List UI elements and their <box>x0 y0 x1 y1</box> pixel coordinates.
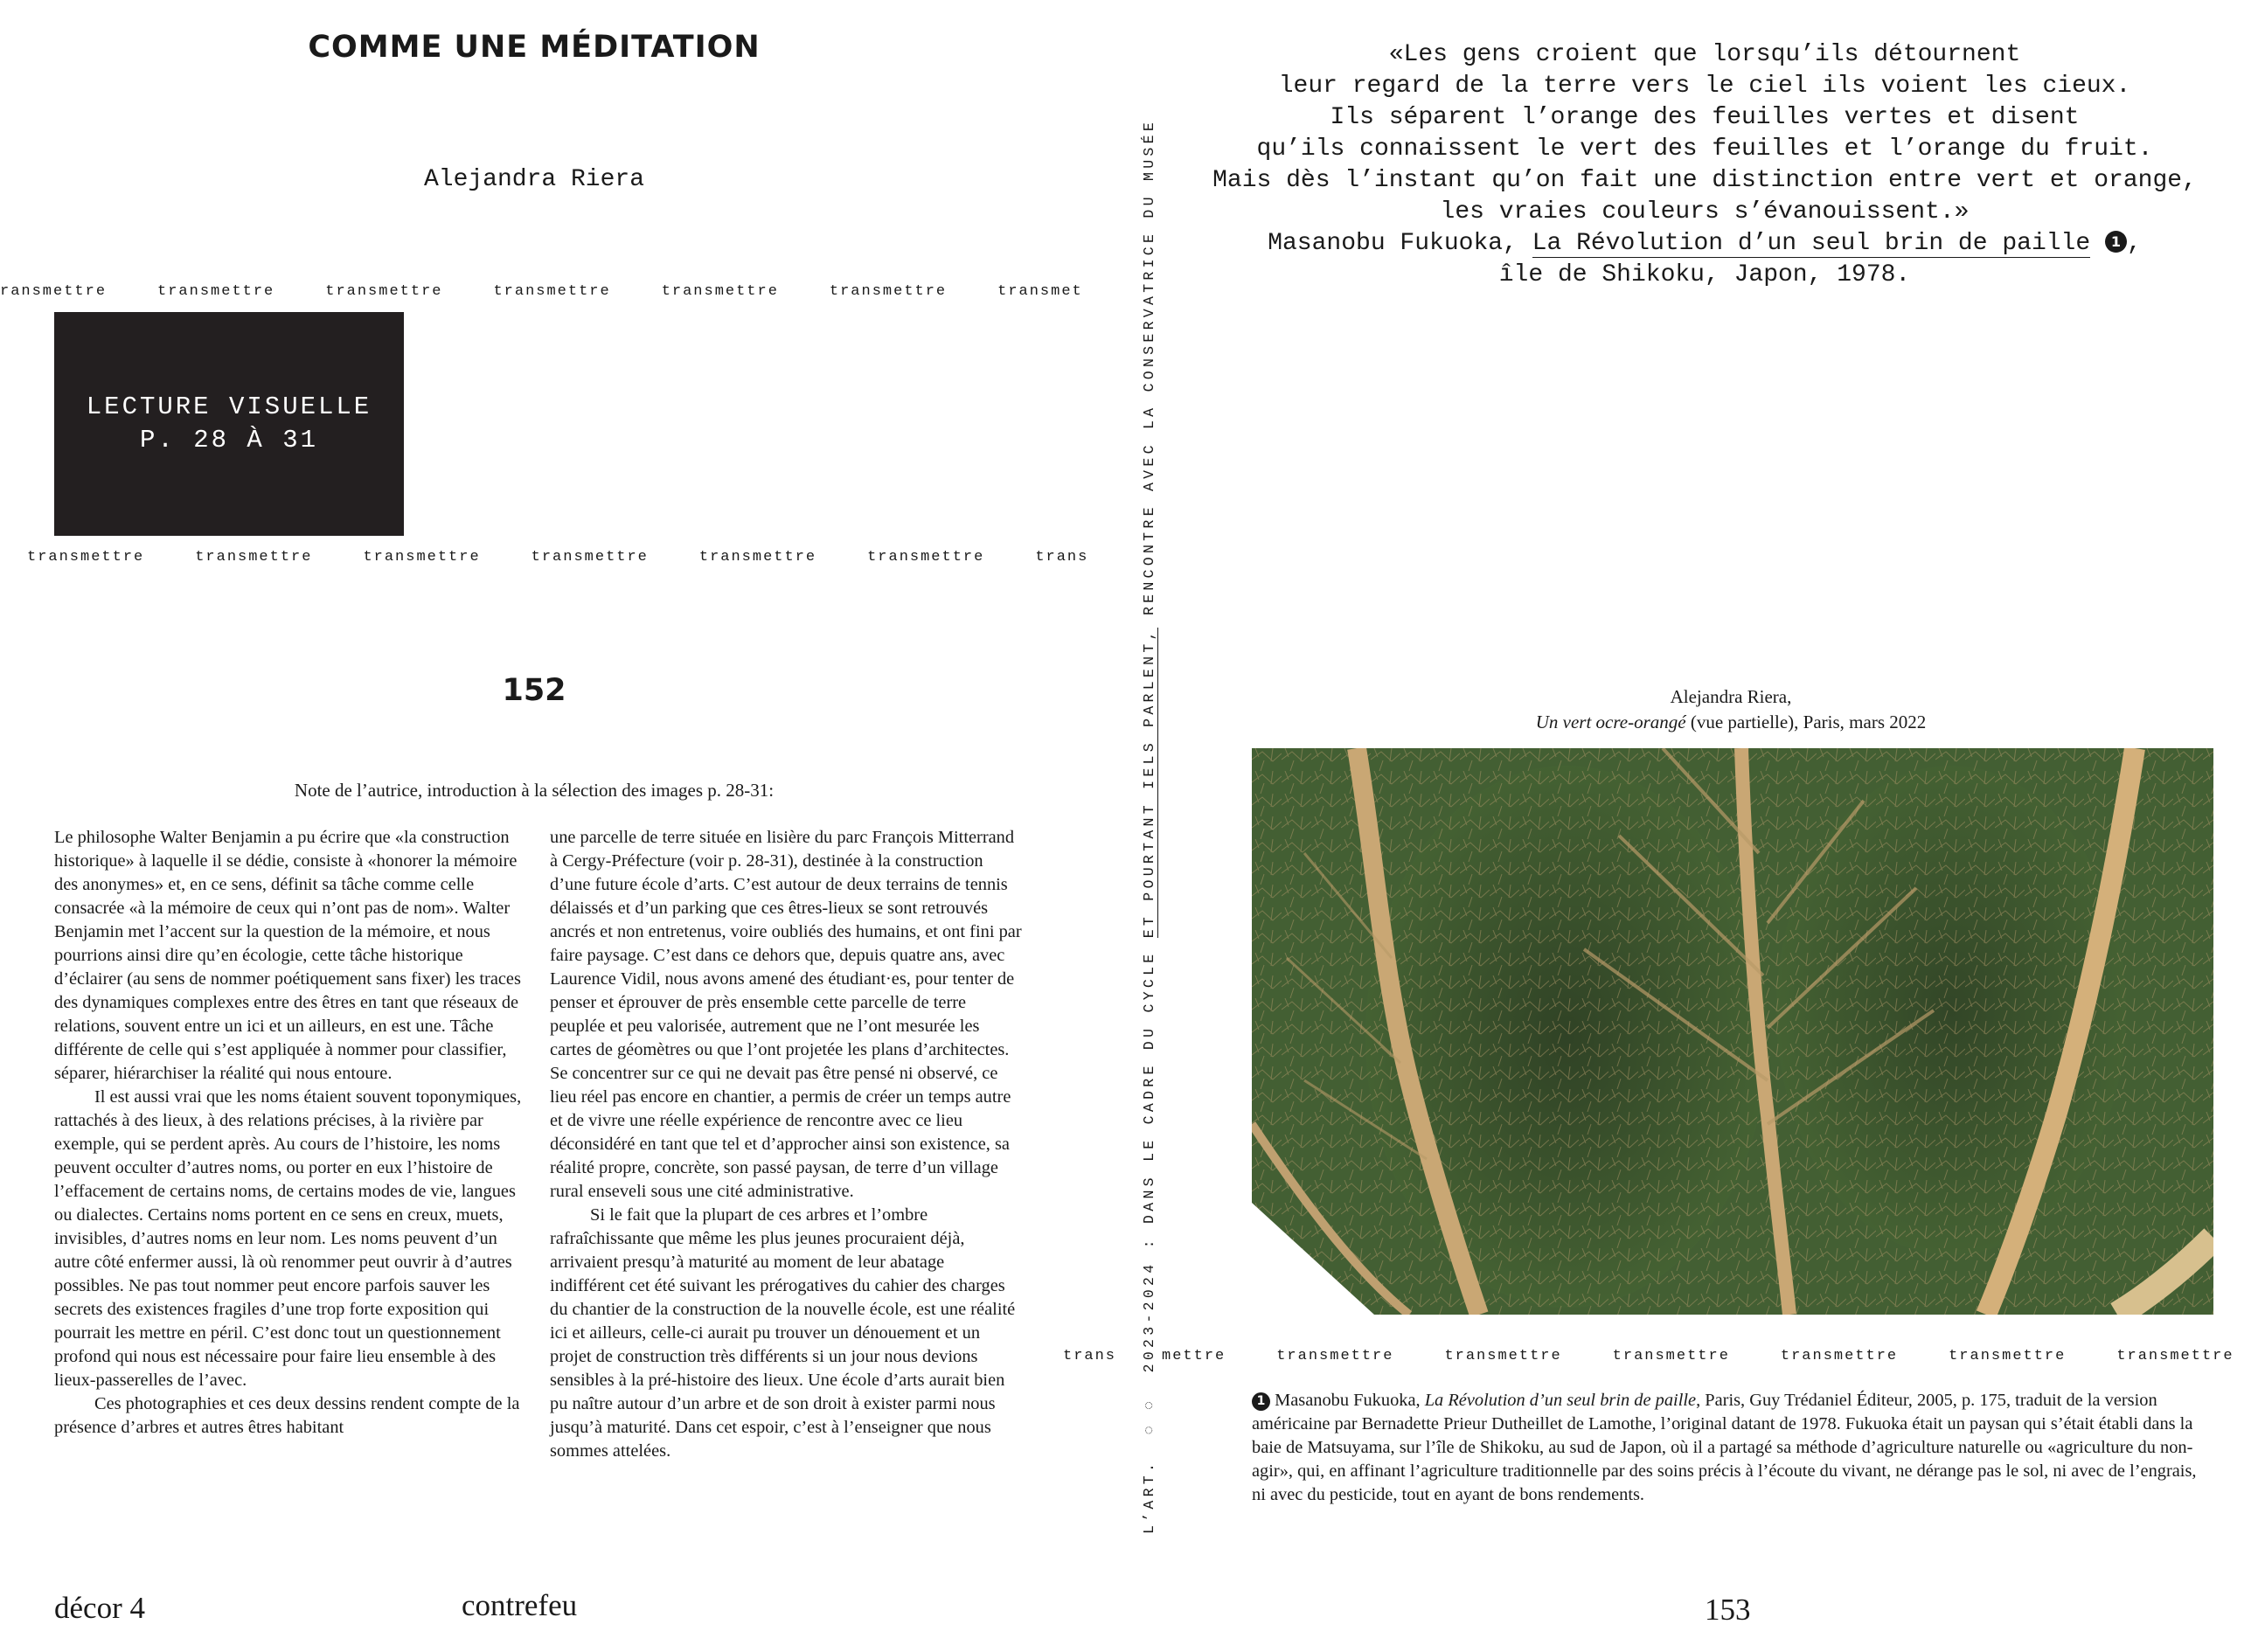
quote-line: «Les gens croient que lorsqu’ils détournent <box>1388 41 2021 68</box>
photo-caption <box>1250 684 2212 735</box>
attribution-title: La Révolution d’un seul brin de paille <box>1532 230 2091 257</box>
spine-glyph-icon: ◌ <box>1141 1422 1157 1435</box>
transmettre-band-middle <box>27 549 1120 566</box>
paragraph: Le philosophe Walter Benjamin a pu écrire que «la construction historique» à laquelle il se dédie, consiste à «honorer la mémoire des anonymes» et, en ce sens, définit sa tâche comme celle consacrée «à la mémoire de ceux qui n’ont pas de nom». Walter Benjamin met l’accent sur la question de la mémoire, et nous pourrions ainsi dire qu’en écologie, cette tâche historique d’éclairer (au sens de nommer poétiquement sans fixer) les traces des dynamiques complexes entre des êtres en tant que réseaux de relations, souvent entre un ici et un ailleurs, en est une. Tâche différente de celle qui s’est appliquée à nommer pour classifier, séparer, hiérarchiser la réalité qui nous entoure. <box>54 828 521 1083</box>
band-word: transmettre <box>1780 1348 1899 1364</box>
quote-line: leur regard de la terre vers le ciel ils voient les cieux. <box>1278 73 2131 100</box>
attribution-comma: , <box>2126 230 2142 257</box>
band-word: trans <box>1035 549 1089 566</box>
spine-part-2: 2023-2024 : DANS LE CADRE DU CYCLE <box>1141 950 1157 1373</box>
body-column-2 <box>550 826 1022 1463</box>
band-word: transmettre <box>531 549 649 566</box>
band-word: transmettre <box>157 283 275 300</box>
paragraph: une parcelle de terre située en lisière du parc François Mitterrand à Cergy-Préfecture (voir p. 28-31), destinée à la construction d’une future école d’arts. C’est autour de deux terrains de tennis délaissés et d’un parking que ces êtres-lieux se sont retrouvés ancrés et non entretenus, voire oubliés des humains, et ont fini par faire paysage. C’est dans ce dehors que, depuis quatre ans, avec Laurence Vidil, nous avons amené des étudiant·es, pour tenter de penser et éprouver de près ensemble cette parcelle de terre peuplée et peu valorisée, autrement que ne l’ont mesurée les cartes de géomètres ou que l’ont projetée les plans d’architectes. Se concentrer sur ce qui ne devait pas être pensé ni observé, ce lieu réel pas encore en chantier, a permis de créer un temps autre et de vivre une réelle expérience de rencontre avec ce lieu déconsidéré en tant que tel et d’approcher ainsi son existence, sa réalité propre, concrète, son passé paysan, de terre d’un village rural enseveli sous une cité administrative. <box>550 828 1022 1201</box>
footnote-rest: , Paris, Guy Trédaniel Éditeur, 2005, p. 175, traduit de la version américaine par Bernadette Prieur Dutheillet de Lamothe, l’original datant de 1978. Fukuoka était un paysan qui s’était établi dans la baie de Matsuyama, sur l’île de Shikoku, au sud de Japon, où il a partagé sa méthode d’agriculture naturelle ou «agriculture du non-agir», qui, en affinant l’agriculture traditionnelle par des soins précis à l’écoute du vivant, ne dérange pas le sol, ni avec de l’engrais, ni avec du pesticide, tout en ayant de bons rendements. <box>1252 1391 2197 1504</box>
band-word: transmettre <box>2116 1348 2234 1364</box>
spine-part-3: RENCONTRE AVEC LA CONSERVATRICE DU MUSÉE <box>1141 118 1157 616</box>
caption-line-2 <box>1250 710 2212 735</box>
leaf-image <box>1252 748 2213 1315</box>
band-word: transmet <box>997 283 1083 300</box>
band-word: transmettre <box>493 283 611 300</box>
band-word: transmettre <box>1949 1348 2067 1364</box>
spine-glyph-icon: ◌ <box>1141 1397 1157 1410</box>
band-word: transmettre <box>661 283 779 300</box>
footnote <box>1252 1389 2213 1507</box>
caption-rest: (vue partielle), Paris, mars 2022 <box>1685 711 1927 732</box>
leaf-photograph <box>1252 748 2213 1315</box>
article-author: Alejandra Riera <box>423 166 645 193</box>
spine-part-1: L’ART. <box>1141 1459 1157 1534</box>
band-word: transmettre <box>1444 1348 1562 1364</box>
quote-line: Mais dès l’instant qu’on fait une distinction entre vert et orange, <box>1212 167 2197 194</box>
quote-line: qu’ils connaissent le vert des feuilles et l’orange du fruit. <box>1256 135 2153 163</box>
band-word: transmettre <box>698 549 817 566</box>
quote-line: Ils séparent l’orange des feuilles vertes et disent <box>1330 104 2080 131</box>
lecture-box-line2: P. 28 À 31 <box>139 426 319 455</box>
band-word: trans <box>1063 1348 1117 1364</box>
spine-text <box>1141 119 1157 1534</box>
band-word: transmettre <box>195 549 313 566</box>
band-word: ransmettre <box>0 283 108 300</box>
transmettre-band-top <box>0 283 1119 300</box>
band-word: transmettre <box>829 283 948 300</box>
lecture-box-line1: LECTURE VISUELLE <box>86 392 372 421</box>
band-word: mettre <box>1162 1348 1226 1364</box>
band-word: transmettre <box>325 283 443 300</box>
transmettre-band-right <box>1063 1348 2258 1364</box>
paragraph: Si le fait que la plupart de ces arbres et l’ombre rafraîchissante que même les plus jeunes procuraient déjà, arrivaient presqu’à maturité au moment de leur abatage indifférent cet été suivant les prérogatives du cahier des charges du chantier de la construction de la nouvelle école, est une réalité ici et ailleurs, celle-ci aurait pu trouver un dénouement et un projet de construction très différents si un jour nous devions sensibles à la pré-histoire des lieux. Une école d’arts aurait bien pu naître autour d’un arbre et de son droit à exister parmi nous jusqu’à maturité. Dans cet espoir, c’est à l’enseigner que nous sommes attelées. <box>550 1205 1016 1461</box>
caption-title: Un vert ocre-orangé <box>1535 711 1686 732</box>
band-word: transmettre <box>27 549 145 566</box>
article-title: COMME UNE MÉDITATION <box>308 30 761 65</box>
lecture-visuelle-box <box>54 312 404 536</box>
paragraph: Il est aussi vrai que les noms étaient souvent toponymiques, rattachés à des lieux, à des relations précises, à la rivière par exemple, qui se perdent après. Au cours de l’histoire, les noms peuvent occulter d’autres noms, ou porter en eux l’histoire de l’effacement de certains noms, de certains modes de vie, langues ou dialectes. Certains noms portent en ce sens en creux, muets, invisibles, d’autres noms en leur nom. Les noms peuvent d’un autre côté enfermer aussi, là où renommer peut ouvrir à d’autres possibles. Ne pas tout nommer peut encore parfois sauver les secrets des existences fragiles d’une trop forte exposition qui pourrait les mettre en péril. C’est donc tout un questionnement profond qui nous est nécessaire pour faire lieu ensemble à des lieux-passerelles de l’avec. <box>54 1087 522 1390</box>
caption-line-1: Alejandra Riera, <box>1670 686 1792 707</box>
note-heading: Note de l’autrice, introduction à la sélection des images p. 28-31: <box>294 780 775 801</box>
paragraph: Ces photographies et ces deux dessins rendent compte de la présence d’arbres et autres êtres habitant <box>54 1394 520 1437</box>
epigraph-quote <box>1171 39 2238 291</box>
footnote-title: La Révolution d’un seul brin de paille <box>1424 1391 1697 1410</box>
quote-attribution <box>1171 228 2238 260</box>
attribution-author: Masanobu Fukuoka, <box>1268 230 1532 257</box>
footer-decor: décor 4 <box>54 1591 145 1625</box>
footnote-author: Masanobu Fukuoka, <box>1270 1391 1425 1410</box>
band-word: transmettre <box>1612 1348 1730 1364</box>
band-word: transmettre <box>867 549 985 566</box>
footer-contrefeu: contrefeu <box>462 1588 578 1622</box>
page-number-left: 152 <box>502 673 566 708</box>
band-word: transmettre <box>1276 1348 1394 1364</box>
band-word: transmettre <box>363 549 481 566</box>
page-number-right: 153 <box>1705 1593 1751 1627</box>
spine-underlined: ET POURTANT IELS PARLENT, <box>1141 628 1157 939</box>
attribution-place: île de Shikoku, Japon, 1978. <box>1498 261 1911 288</box>
body-column-1 <box>54 826 526 1440</box>
footnote-number-icon: 1 <box>1252 1392 1270 1411</box>
quote-line: les vraies couleurs s’évanouissent.» <box>1440 198 1970 226</box>
footnote-ref-icon[interactable]: 1 <box>2105 231 2127 253</box>
